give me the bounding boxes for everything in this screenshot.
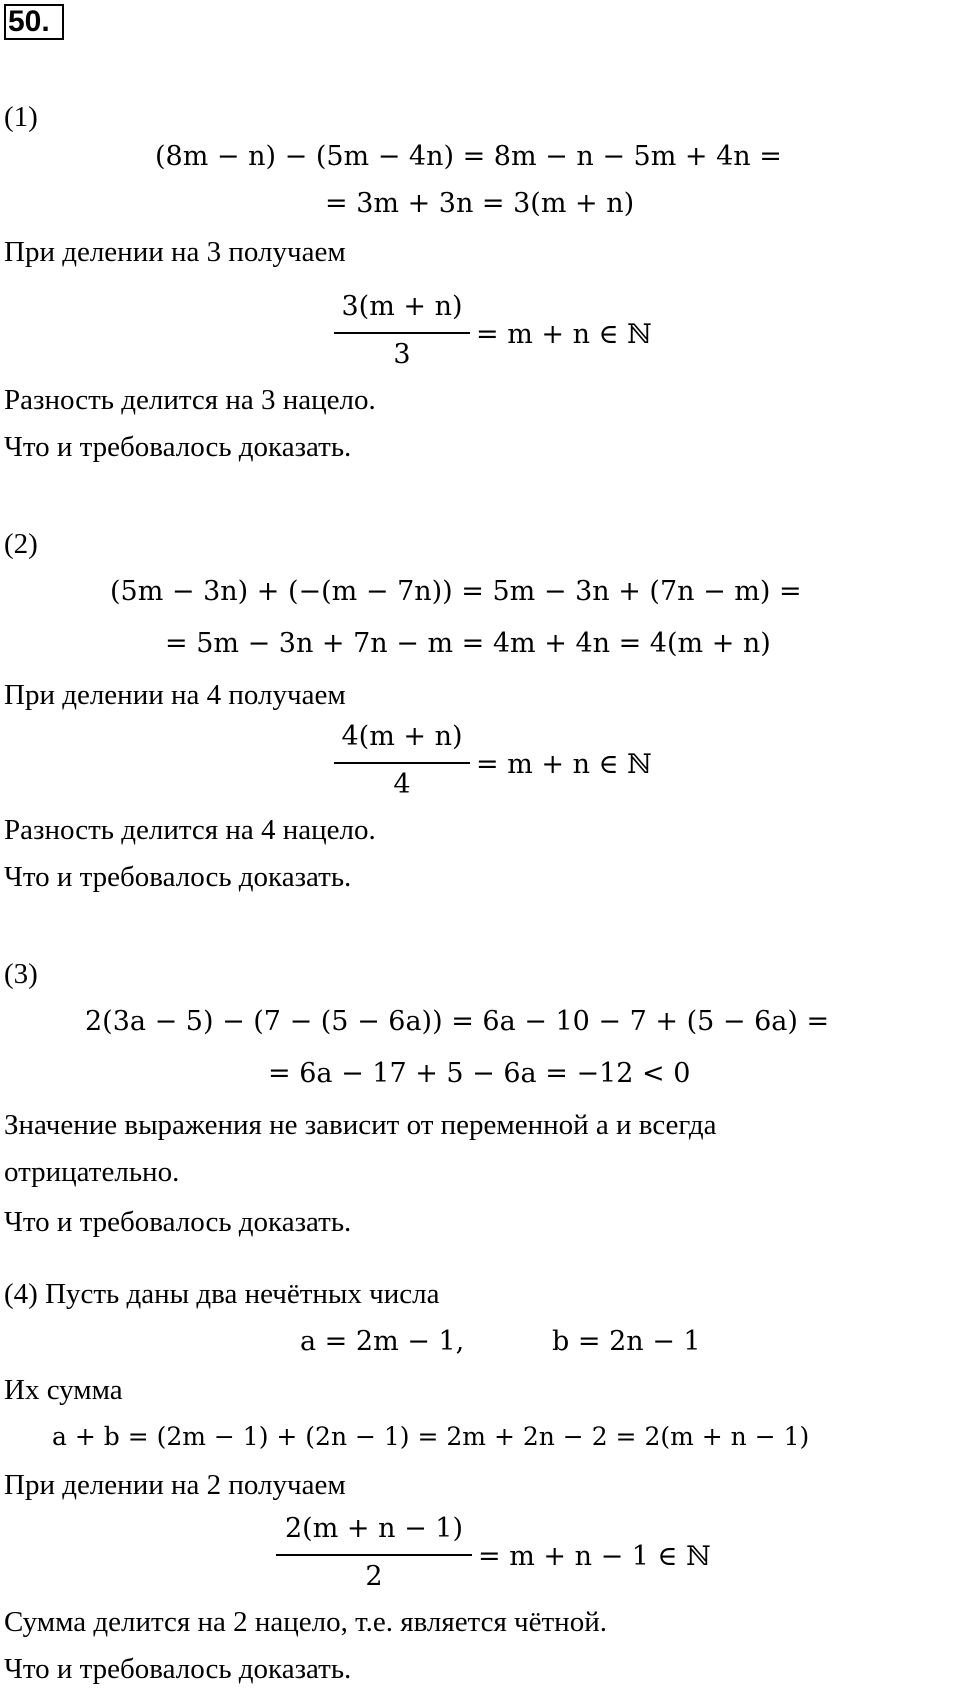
part-1-label: (1) bbox=[4, 101, 38, 133]
part-3-text-line-1: Значение выражения не зависит от переменной a и всегда bbox=[4, 1109, 717, 1141]
part-2-label: (2) bbox=[4, 528, 38, 560]
part-4-fraction-result: = m + n − 1 ∈ ℕ bbox=[478, 1541, 711, 1572]
part-4-text-division: При делении на 2 получаем bbox=[4, 1469, 346, 1501]
part-1-fraction-result: = m + n ∈ ℕ bbox=[476, 319, 652, 350]
part-2-fraction-denominator: 4 bbox=[393, 769, 411, 800]
part-1-qed: Что и требовалось доказать. bbox=[4, 431, 352, 463]
part-4-equation-b: b = 2n − 1 bbox=[552, 1326, 701, 1357]
part-4-sum-equation: a + b = (2m − 1) + (2n − 1) = 2m + 2n − 2 = 2(m + n − 1) bbox=[52, 1422, 810, 1451]
part-2-fraction-result: = m + n ∈ ℕ bbox=[476, 749, 652, 780]
part-3-equation-line-2: = 6a − 17 + 5 − 6a = −12 < 0 bbox=[268, 1058, 691, 1089]
part-2-equation-line-1: (5m − 3n) + (−(m − 7n)) = 5m − 3n + (7n − m) = bbox=[110, 576, 802, 607]
part-2-text-division: При делении на 4 получаем bbox=[4, 679, 346, 711]
part-1-equation-line-2: = 3m + 3n = 3(m + n) bbox=[325, 188, 635, 219]
part-2-qed: Что и требовалось доказать. bbox=[4, 861, 352, 893]
part-4-qed: Что и требовалось доказать. bbox=[4, 1653, 352, 1685]
part-1-fraction bbox=[334, 290, 470, 374]
part-1-fraction-bar bbox=[334, 332, 470, 334]
part-4-conclusion: Сумма делится на 2 нацело, т.е. является чётной. bbox=[4, 1606, 607, 1638]
part-4-intro: (4) Пусть даны два нечётных числа bbox=[4, 1278, 440, 1310]
part-3-equation-line-1: 2(3a − 5) − (7 − (5 − 6a)) = 6a − 10 − 7 + (5 − 6a) = bbox=[85, 1006, 830, 1037]
problem-number: 50. bbox=[8, 5, 50, 38]
part-1-conclusion: Разность делится на 3 нацело. bbox=[4, 384, 376, 416]
part-1-fraction-numerator: 3(m + n) bbox=[341, 291, 463, 322]
part-4-equation-a: a = 2m − 1, bbox=[300, 1326, 465, 1357]
part-3-text-line-2: отрицательно. bbox=[4, 1156, 180, 1188]
part-2-fraction-numerator: 4(m + n) bbox=[341, 721, 463, 752]
part-2-equation-line-2: = 5m − 3n + 7n − m = 4m + 4n = 4(m + n) bbox=[165, 628, 771, 659]
part-4-fraction-denominator: 2 bbox=[365, 1561, 383, 1592]
part-4-fraction-numerator: 2(m + n − 1) bbox=[285, 1513, 463, 1544]
part-3-qed: Что и требовалось доказать. bbox=[4, 1206, 352, 1238]
part-4-fraction bbox=[276, 1512, 472, 1596]
part-1-text-division: При делении на 3 получаем bbox=[4, 236, 346, 268]
part-1-equation-line-1: (8m − n) − (5m − 4n) = 8m − n − 5m + 4n = bbox=[155, 141, 782, 172]
part-1-fraction-denominator: 3 bbox=[393, 339, 411, 370]
part-2-conclusion: Разность делится на 4 нацело. bbox=[4, 814, 376, 846]
part-4-sum-label: Их сумма bbox=[4, 1374, 123, 1406]
part-2-fraction bbox=[334, 720, 470, 804]
part-2-fraction-bar bbox=[334, 762, 470, 764]
part-3-label: (3) bbox=[4, 958, 38, 990]
part-4-fraction-bar bbox=[276, 1554, 472, 1556]
